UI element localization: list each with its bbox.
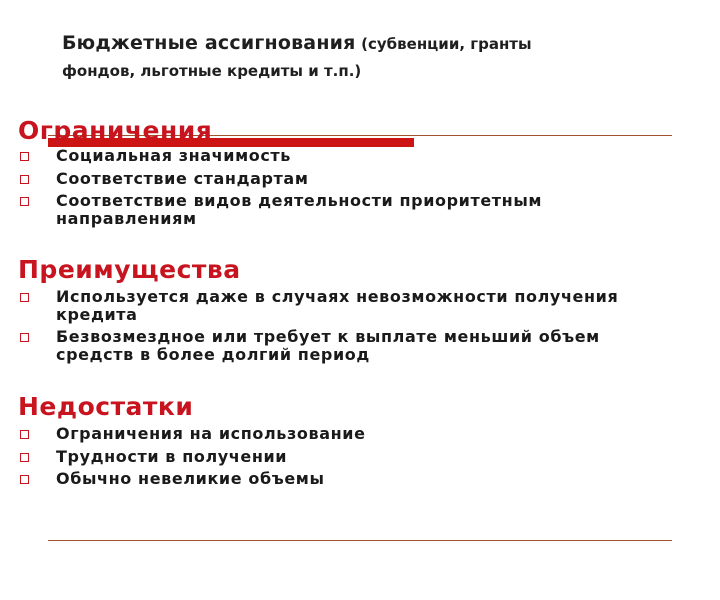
list-item	[18, 170, 658, 188]
square-bullet-icon	[20, 293, 29, 302]
square-bullet-icon	[20, 197, 29, 206]
list-item	[18, 425, 658, 443]
bottom-divider-line	[48, 540, 672, 541]
list-item-text: Обычно невеликие объемы	[56, 469, 325, 488]
slide-title	[62, 32, 702, 80]
list-item-text: Трудности в получении	[56, 446, 288, 466]
list-item	[18, 147, 658, 165]
section-title-disadvantages: Недостатки	[18, 392, 194, 421]
title-line-2: фондов, льготные кредиты и т.п.)	[62, 62, 362, 80]
list-item-text: Социальная значимость	[56, 146, 292, 165]
square-bullet-icon	[20, 175, 29, 184]
list-item-text: Безвозмездное или требует к выплате меньший объем средств в более долгий период	[56, 327, 600, 364]
square-bullet-icon	[20, 430, 29, 439]
list-item	[18, 448, 658, 466]
list-item	[18, 328, 658, 363]
list-item	[18, 288, 658, 323]
list-item-text: Соответствие видов деятельности приоритетным направлениям	[56, 191, 543, 228]
list-item-text: Используется даже в случаях невозможности получения кредита	[56, 287, 619, 324]
disadvantages-list	[18, 425, 658, 493]
square-bullet-icon	[20, 475, 29, 484]
list-item-text: Соответствие стандартам	[56, 168, 309, 188]
title-main: Бюджетные ассигнования	[62, 32, 356, 54]
square-bullet-icon	[20, 453, 29, 462]
title-parenthetical: (субвенции, гранты	[361, 35, 532, 53]
list-item	[18, 470, 658, 488]
list-item	[18, 192, 658, 227]
list-item-text: Ограничения на использование	[56, 424, 366, 443]
limitations-list	[18, 147, 658, 232]
square-bullet-icon	[20, 333, 29, 342]
square-bullet-icon	[20, 152, 29, 161]
section-title-limitations: Ограничения	[18, 116, 213, 145]
advantages-list	[18, 288, 658, 368]
section-title-advantages: Преимущества	[18, 255, 241, 284]
